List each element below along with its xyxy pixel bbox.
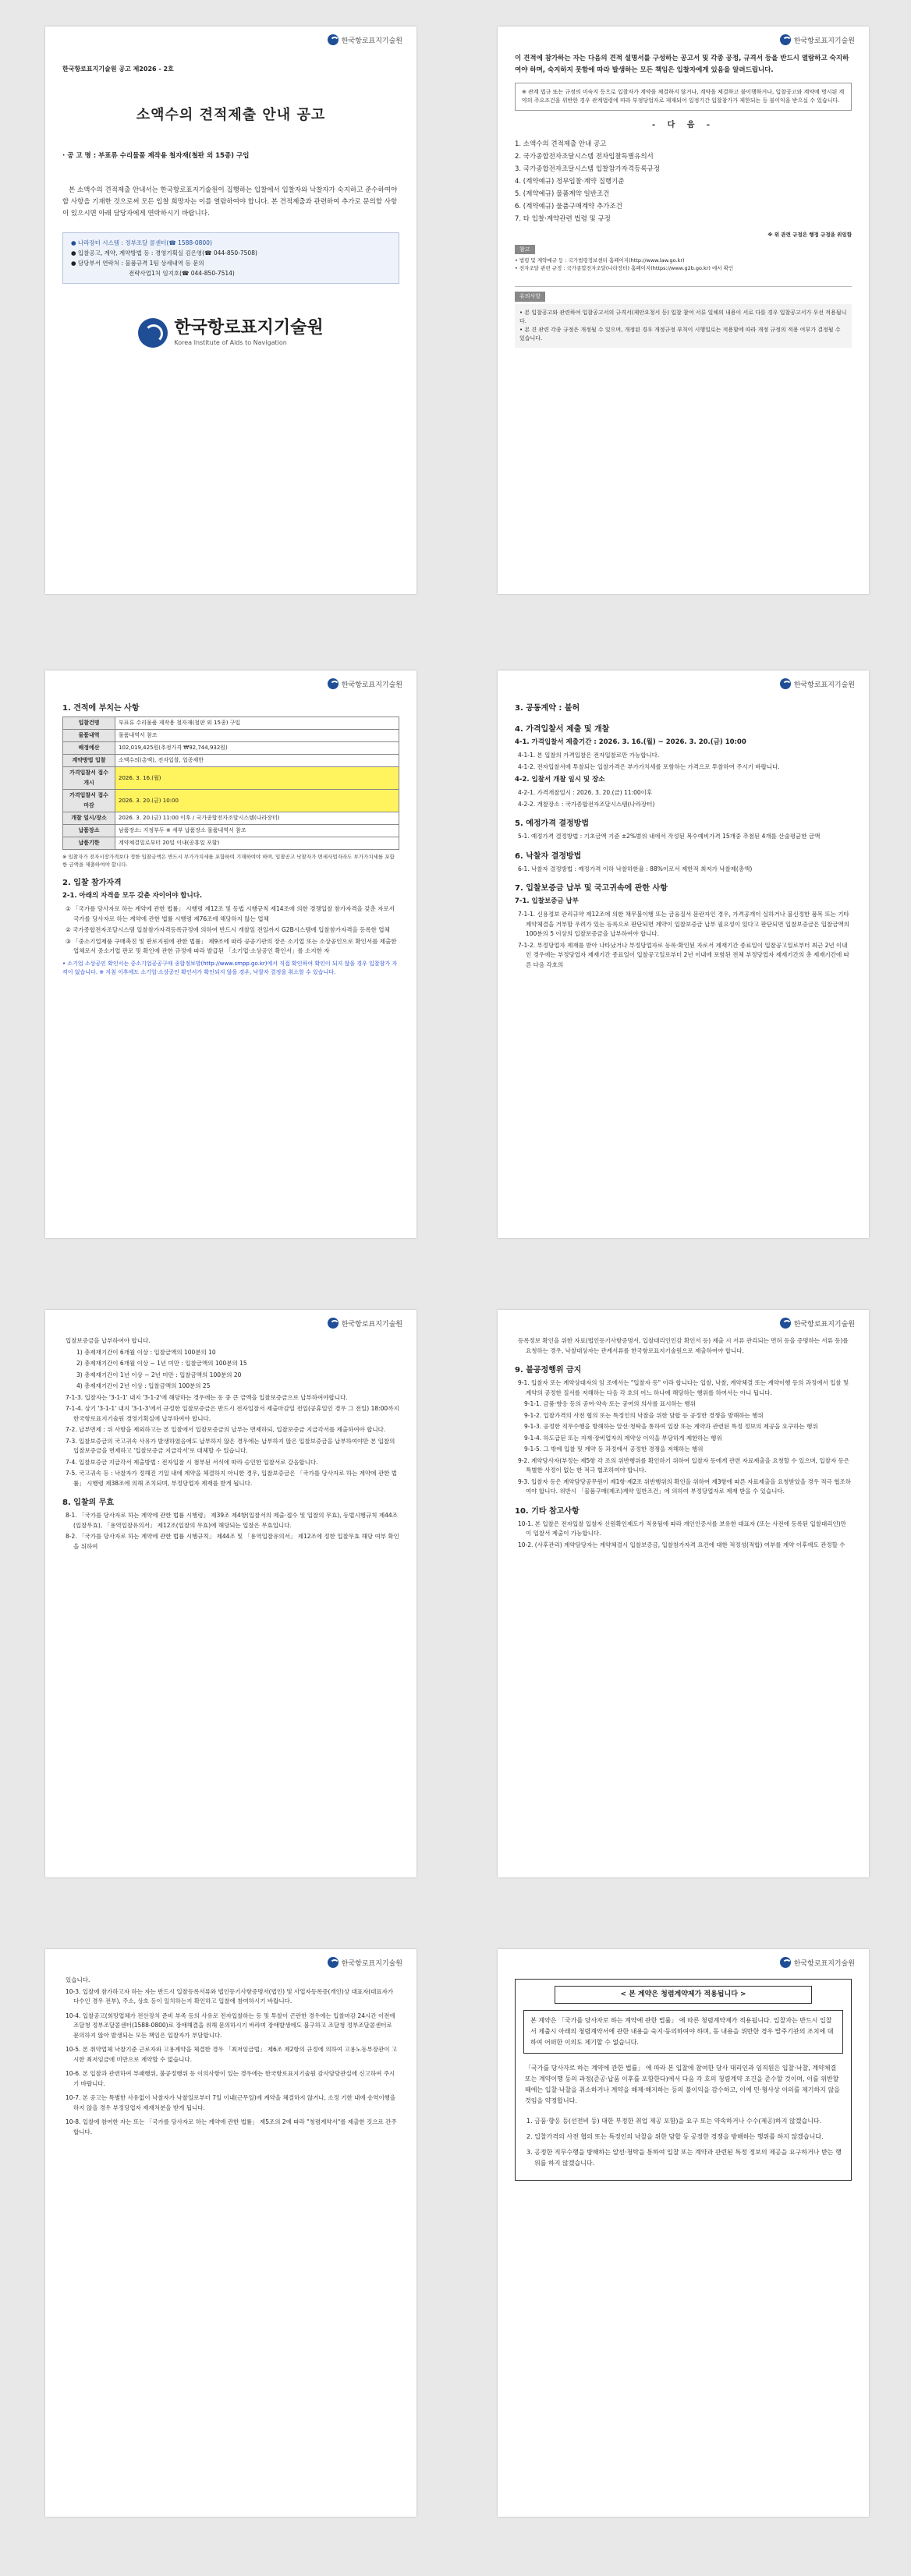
table-value: 소액수의(총액), 전자입찰, 업종제한 [115, 755, 399, 767]
paragraph: 등록정보 확인을 위한 자료(법인등기사항증명서, 입찰대리인인감 확인서 등) 제출 시 서류 관리되는 면허 등을 증명하는 서류 등)를 요청하는 경우, 낙찰대상자는 관계서류를 한국항로표지기술원으로 제출하여야 합니다. [518, 1337, 849, 1354]
org-name: 한국항로표지기술원 [341, 1320, 402, 1329]
paragraph: 4-2-2. 개찰장소 : 국가종합전자조달시스템(나라장터) [518, 800, 655, 808]
list-item: 9-1-4. 하도급된 또는 자재·장비업자의 계약상 이익을 부당하게 제한하는 행위 [524, 1434, 722, 1442]
paragraph: 9-1. 입찰자 또는 계약상대자의 임 조에서는 "입찰자 등" 이라 합니다는 입찰, 낙찰, 계약체결 또는 계약이행 등의 과정에서 입찰 및 계약의 공정한 질서를 저해하는 다음 각 호의 어느 하나에 해당하는 행위를 하여서는 아니 됩니다. [518, 1379, 849, 1396]
integrity-title: < 본 계약은 청렴계약제가 적용됩니다 > [555, 1986, 812, 2004]
notice-tag: 유의사항 [515, 292, 545, 302]
paragraph: 7-2. 납부면제 : 위 사항을 제외하고는 본 입찰에서 입찰보증금의 납부는 면제하되, 입찰보증금 지급각서를 제출하여야 합니다. [66, 1426, 386, 1433]
list-item: 2) 총제재기간이 6개월 이상 ~ 1년 미만 : 입찰금액의 100분의 15 [76, 1360, 247, 1367]
page-2 [498, 27, 869, 594]
list-item: 7. 타 입찰·계약관련 법령 및 규정 [515, 215, 611, 223]
table-key: 입찰건명 [63, 717, 115, 730]
table-key: 물품내역 [63, 730, 115, 742]
table-value: 2026. 3. 20.(금) 10:00 [115, 790, 399, 812]
reference-line: • 법령 및 계약예규 등 : 국가법령정보센터 홈페이지(http://www.law.go.kr) [515, 257, 685, 264]
paragraph: 4-1-2. 전자입찰서에 투찰되는 입찰가격은 부가가치세를 포함하는 가격으로 투찰하여 주시기 바랍니다. [518, 763, 780, 770]
paragraph: 7-1-4. 상기 '3-1-1' 내지 '3-1-3'에서 규정한 입찰보증금은 반드시 전자입찰서 제출마감일 전일(공휴일인 경우 그 전일) 18:00까지 한국항로표지기술원 경영기획실에 납부하여야 합니다. [66, 1405, 399, 1422]
page-5-content [62, 1336, 399, 1553]
section-heading: 4. 가격입찰서 제출 및 개찰 [515, 725, 610, 734]
section-heading: 6. 낙찰자 결정방법 [515, 851, 582, 861]
header-logo [328, 1957, 402, 1968]
table-key: 납품기한 [63, 837, 115, 850]
kian-logo-icon [780, 1318, 791, 1329]
subsection-heading: 2-1. 아래의 자격을 모두 갖춘 자이어야 합니다. [62, 892, 203, 900]
caution-box: ※ 관계 법규 또는 규정의 미숙지 등으로 입찰자가 계약을 체결하지 않거나, 계약을 체결하고 불이행하거나, 입찰공고와 계약에 명시된 계약의 주요조건을 위반한 경우 관계법령에 따라 부정당업자로 제재되어 일정기간 입찰참가가 제한되는 등 불이익을 받으실 수 있습니다. [515, 83, 852, 111]
paragraph: 7-5. 국고귀속 등 : 낙찰자가 정해진 기일 내에 계약을 체결하지 아니한 경우, 입찰보증금은 「국가를 당사자로 하는 계약에 관한 법률」 시행령 제38조에 의해 조치되며, 부정당업자 제재를 받게 됩니다. [66, 1470, 397, 1487]
bid-info-table [62, 717, 399, 850]
list-item: 2. 국가종합전자조달시스템 전자입찰특별유의서 [515, 153, 654, 161]
paragraph: 9-3. 입찰자 등은 계약담당공무원이 제1항·제2조 위반행위의 확인을 위하여 제3항에 따른 자료제출을 요청받았을 경우 적극 협조하여야 합니다. 위반시 「물품구매(제조)계약 일반조건」에 의하여 부정당업자로 제재 받을 수 있습니다. [518, 1477, 851, 1495]
paragraph: 7-1-3. 입찰자는 '3-1-1' 내지 '3-1-2'에 해당하는 경우에는 동 중 큰 금액을 입찰보증금으로 납부하여야합니다. [66, 1393, 348, 1401]
paragraph: 10-1. 본 입찰은 전자입찰 입찰자 신원확인제도가 적용됨에 따라 개인인증서를 보유한 대표자 (또는 사전에 등록된 입찰대리인)만이 입찰서 제출이 가능합니다. [518, 1520, 846, 1537]
paragraph: 5-1. 예정가격 결정방법 : 기초금액 기준 ±2%범위 내에서 작성된 복수예비가격 15개중 추첨된 4개를 산술평균한 금액 [518, 833, 821, 840]
kian-logo-icon [328, 678, 339, 689]
notice-subject: · 공 고 명 : 부표류 수리물품 제작용 철자재(철판 외 15종) 구입 [62, 152, 250, 160]
table-key: 납품장소 [63, 825, 115, 837]
table-key: 배정예산 [63, 742, 115, 755]
list-item: 5. (계약예규) 물품계약 일반조건 [515, 190, 610, 198]
kian-logo-icon [780, 1957, 791, 1968]
list-item: 10-6. 본 입찰과 관련하여 부패행위, 불공정행위 등 이의사항이 있는 경우에는 한국항로표지기술원 감사담당관실에 신고하여 주시기 바랍니다. [66, 2070, 395, 2087]
notice-number: 한국항로표지기술원 공고 제2026 - 2호 [62, 65, 174, 73]
paragraph: 7-3. 입찰보증금의 국고귀속 사유가 발생하였음에도 납부하지 않은 경우에는 납부하지 않은 입찰보증금을 납부하여야만 본 입찰의 입찰보증금을 면제하고 '입찰보증금 지급각서'로 대체할 수 있습니다. [66, 1437, 395, 1454]
logo-korean: 한국항로표지기술원 [174, 317, 324, 338]
list-item: 4. (계약예규) 정부입찰·계약 집행기준 [515, 178, 625, 186]
org-name: 한국항로표지기술원 [793, 1320, 855, 1329]
page-8-content [515, 1976, 852, 2181]
reference-tag: 참고 [515, 245, 535, 254]
paragraph: 7-1-1. 신용정보 관리규약 제12조에 의한 채무불이행 또는 금융질서 문란자인 경우, 가격공개이 실하거나 불신정한 품목 또는 기타 계약체결을 거부할 우려가 있는 등록으로 판단되면 계약이 입찰보증금 납부 필요성이 있다고 판단되면 입찰보증금은 입찰금액의 100분의 5 이상의 입찰보증금을 납부하여야 합니다. [518, 911, 849, 937]
kian-logo-icon [138, 318, 168, 348]
big-logo [62, 318, 399, 348]
table-row [63, 837, 399, 850]
list-item: 2. 입찰가격의 사전 협의 또는 특정인의 낙찰을 위한 담합 등 공정한 경쟁을 방해하는 행위를 하지 않겠습니다. [526, 2133, 824, 2140]
notice-box [515, 286, 852, 348]
list-item: 3) 총제재기간이 1년 이상 ~ 2년 미만 : 입찰금액의 100분의 20 [76, 1371, 242, 1378]
paragraph: 10-2. (사후관리) 계약담당자는 계약체결시 입찰보증금, 입찰참가자격 요건에 대한 적정성(적합) 여부를 계약 이후에도 관정할 수 [518, 1541, 845, 1548]
integrity-box: 본 계약은 「국가를 당사자로 하는 계약에 관한 법률」 에 따른 청렴계약제가 적용됩니다. 입찰자는 반드시 입찰서 제출시 아래의 청렴계약서에 관한 내용을 숙지·동의하여야 하며, 동 내용을 위반한 경우 발주기관의 조치에 대하여 어떠한 이의도 제기할 수 없습니다. [523, 2010, 843, 2054]
page-2-content [515, 53, 852, 348]
paragraph: 7-1-2. 부정당업자 제재를 받아 나타났거나 부정당업자로 등록·확인된 자로서 제재기간 종료일이 입찰공고일로부터 최근 2년 이내인 경우에는 부정당업자 제재기간 종료일이 입찰공고일로부터 2년 이내에 포함된 전체 부정당업자 제재기간의 총 제재기간에 따른 다음 각호의 [518, 941, 849, 968]
section-heading: 10. 기타 참고사항 [515, 1506, 580, 1516]
subsection-heading: 4-1. 가격입찰서 제출기간 : 2026. 3. 16.(월) ~ 2026. 3. 20.(금) 10:00 [515, 738, 746, 746]
table-row [63, 825, 399, 837]
paragraph: ③ 「중소기업제품 구매촉진 및 판로지원에 관한 법률」 제9조에 따라 공공기관의 장은 소기업 또는 소상공인으로 확인서를 제출한 업체로서 중소기업 판로 및 확인에 관한 규정에 따라 발급된 「소기업·소상공인 확인서」를 소지한 자 [66, 937, 397, 954]
header-logo [328, 1318, 402, 1329]
contact-line: 전략사업1처 임지호(☎ 044-850-7514) [129, 270, 235, 277]
page-7-content [62, 1976, 399, 2142]
intro-paragraph: 본 소액수의 견적제출 안내서는 한국항로표지기술원이 집행하는 입찰에서 입찰자와 낙찰자가 숙지하고 준수하여야 할 사항을 기재한 것으로써 모든 입찰 희망자는 이를 열람하여야 합니다. 본 견적제출과 관련하여 추가로 문의할 사항이 있으시면 아래 담당자에게 연락하시기 바랍니다. [62, 186, 398, 218]
subsection-heading: 4-2. 입찰서 개찰 일시 및 장소 [515, 776, 605, 784]
table-note: ※ 입찰자가 전자시장가격보다 정한 입찰금액은 반드시 부가가치세를 포함하여 기재하여야 하며, 입찰공고 낙찰자가 면세사업자라도 부가가치세를 포함한 금액을 제출하여야 합니다. [62, 854, 395, 868]
org-name: 한국항로표지기술원 [341, 37, 402, 45]
list-item: 4) 총제재기간이 2년 이상 : 입찰금액의 100분의 25 [76, 1382, 211, 1389]
list-item: 1) 총제재기간이 6개월 이상 : 입찰금액의 100분의 10 [76, 1348, 216, 1356]
kian-logo-icon [328, 34, 339, 45]
header-logo [780, 1957, 855, 1968]
table-value: 남품장소: 지정부두 ※ 세부 납품장소 물품내역서 참조 [115, 825, 399, 837]
paragraph: 4-1-1. 본 입찰의 가격입찰은 전자입찰로만 가능합니다. [518, 752, 660, 759]
list-item: 3. 국가종합전자조달시스템 입찰참가자격등록규정 [515, 165, 660, 173]
contact-line: ● 담당부서 연락처 : 물품규격 1팀 상세내역 등 문의 [71, 260, 204, 267]
page-8 [498, 1949, 869, 2517]
section-heading: 5. 예정가격 결정방법 [515, 819, 589, 828]
paragraph: 6-1. 낙찰자 결정방법 : 예정가격 이하 낙찰하한율 : 88%이로서 제한적 최저가 낙찰제(총액) [518, 865, 753, 872]
toc-label: - 다 음 - [651, 121, 715, 129]
page-5 [45, 1310, 417, 1877]
page-6 [498, 1310, 869, 1877]
page-4 [498, 671, 869, 1238]
list-item: 10-4. 입찰공고(희망업체가 전산장치 준비 부족 등의 사유로 전자입찰하는 등 및 투찰이 곤란한 경우에는 입찰마감 24시간 이전에 조달청 정부조달콜센터(1588-0800)로 장애해결을 위해 문의하시기 바라며 장애발생에도 불구하고 조달청 정부조달콜센터로 문의하지 않아 발생되는 모든 책임은 입찰자가 부담합니다. [66, 2012, 395, 2039]
reference-box [515, 245, 852, 272]
list-item: 9-1-2. 입찰가격의 사전 협의 또는 특정인의 낙찰을 위한 담합 등 공정한 경쟁을 방해하는 행위 [524, 1411, 764, 1419]
logo-english: Korea Institute of Aids to Navigation [174, 338, 287, 346]
table-value: 2026. 3. 16.(월) [115, 767, 399, 790]
section-heading: 3. 공동계약 : 불허 [515, 704, 580, 713]
list-item: 1. 소액수의 견적제출 안내 공고 [515, 140, 607, 148]
integrity-frame [515, 1979, 852, 2181]
section-heading: 2. 입찰 참가자격 [62, 879, 122, 887]
list-item: 9-1-1. 금품·향응 등의 공여·약속 또는 공여의 의사를 표시하는 행위 [524, 1400, 696, 1407]
list-item: 10-7. 본 공고는 특별한 사유없이 낙찰자가 낙찰일로부터 7일 이내(근무일)에 계약을 체결하지 않거나, 소정 기한 내에 송역이행을 하지 않을 경우 부정당업자 제재처분을 받게 됩니다. [66, 2094, 396, 2111]
table-value: 102,019,425원(추정가격 ₩92,744,932원) [115, 742, 399, 755]
kian-logo-icon [328, 1318, 339, 1329]
section-heading: 1. 견적에 부치는 사항 [62, 704, 140, 713]
page-6-content [515, 1336, 852, 1552]
section-heading: 7. 입찰보증금 납부 및 국고귀속에 관한 사항 [515, 884, 668, 893]
header-logo [780, 34, 855, 45]
notice-title: 소액수의 견적제출 안내 공고 [136, 107, 326, 123]
page-1-content [62, 53, 399, 348]
header-logo [780, 1318, 855, 1329]
list-item: 3. 공정한 직무수행을 방해하는 알선·청탁을 통하여 입찰 또는 계약과 관련된 특정 정보의 제공을 요구하거나 받는 행위를 하지 않겠습니다. [526, 2149, 842, 2167]
table-row [63, 730, 399, 742]
paragraph: ② 국가종합전자조달시스템 입찰참가자격등록규정에 의하여 반드시 개찰일 전일까지 G2B시스템에 입찰참가자격을 등록한 업체 [66, 926, 390, 933]
org-name: 한국항로표지기술원 [793, 681, 855, 689]
header-logo [328, 678, 402, 689]
header-logo [780, 678, 855, 689]
list-item: 9-1-5. 그 밖에 입찰 및 계약 등 과정에서 공정한 경쟁을 저해하는 행위 [524, 1445, 704, 1453]
list-item: 10-3. 입찰에 참가하고자 하는 자는 반드시 입찰등록서류와 법인등기사항증명서(법인) 및 사업자등록증(개인)상 대표자(대표자가 다수인 경우 전부), 주소, 상호 등이 일치하는지 확인하고 입찰에 참여하시기 바랍니다. [66, 1987, 394, 2005]
table-value: 물품내역서 참조 [115, 730, 399, 742]
kian-logo-icon [780, 678, 791, 689]
notice-line: • 본 견 관련 각종 규정은 개정될 수 있으며, 개정된 경우 개정규정 부칙이 시행일로는 적용함에 따라 개정 규정의 적용 여부가 결정될 수 있습니다. [519, 327, 841, 341]
org-name: 한국항로표지기술원 [341, 681, 402, 689]
table-row [63, 742, 399, 755]
integrity-text: 「국가를 당사자로 하는 계약에 관한 법률」 에 따라 본 입찰에 참여한 당사 대리인과 임직원은 입찰·낙찰, 계약체결 또는 계약이행 등의 과정(준공·납품 이후를 포함한다)에서 다음 각 호의 청렴계약 조건을 준수할 것이며, 이를 위반할 때에는 입찰·낙찰을 취소하거나 계약을 해제·해지하는 등의 불이익을 감수하고, 이에 민·형사상 이의를 제기하지 않을 것임을 약정합니다. [525, 2065, 840, 2104]
table-row [63, 790, 399, 812]
contact-line: ● 나라장터 시스템 : 정부조달 콜센터(☎ 1588-0800) [71, 239, 212, 246]
reference-line: • 전자조달 관련 규정 : 국가종합전자조달(나라장터) 홈페이지(https://www.g2b.go.kr) 에서 확인 [515, 265, 734, 271]
table-value: 2026. 3. 20.(금) 11:00 이후 / 국가종합전자조달시스템(나라장터) [115, 812, 399, 825]
list-item: 10-5. 본 취약업체 낙찰기준 근로자와 고용계약을 체결한 경우 「최저임금법」 제6조 제2항의 규정에 의하여 고용노동부장관이 고시한 최저임금에 미만으로 계약할 수 없습니다. [66, 2046, 398, 2063]
paragraph: 입찰보증금을 납부하여야 합니다. [66, 1337, 151, 1344]
paragraph: 4-2-1. 가격개찰일시 : 2026. 3. 20.(금) 11:00이후 [518, 789, 653, 796]
paragraph: 있습니다. [66, 1976, 90, 1983]
kian-logo-icon [780, 34, 791, 45]
contact-line: ● 입찰공고, 계약, 계약방법 등 : 경영기획실 김은영(☎ 044-850-7508) [71, 249, 257, 257]
notice-line: • 본 입찰공고와 관련하여 입찰공고서의 규격서(제안요청서 등) 입찰 참여 서류 일체의 내용이 서로 다를 경우 입찰공고서가 우선 적용됩니다. [519, 310, 847, 324]
paragraph: 8-2. 「국가를 당사자로 하는 계약에 관한 법률 시행규칙」 제44조 및 「용역입찰유의서」 제12조에 정한 입찰무효 해당 여부 확인을 위하여 [66, 1533, 399, 1550]
table-row [63, 767, 399, 790]
list-item: 6. (계약예규) 물품구매계약 추가조건 [515, 203, 622, 211]
regulation-note: ※ 위 관련 규정은 행정 규정을 위임함 [767, 232, 852, 238]
table-row [63, 717, 399, 730]
table-key: 계약방법 입찰 [63, 755, 115, 767]
document-list [515, 138, 852, 225]
table-key: 가격입찰서 접수 개시 [63, 767, 115, 790]
paragraph: 9-2. 계약당사자(부정는 제5항 각 조의 위반행위를 확인하기 위하여 입찰자 등에게 관련 자료제출을 요청할 수 있으며, 입찰자 등은 특별한 사정이 없는 한 적극 협조하여야 합니다. [518, 1456, 850, 1474]
list-item: 10-8. 입찰에 참여한 자는 또는 「국가를 당사자로 하는 계약에 관한 법률」 제5조의 2에 따라 "청렴계약서"를 제출한 것으로 간주합니다. [66, 2118, 397, 2135]
subsection-heading: 7-1. 입찰보증금 납부 [515, 897, 579, 905]
header-logo [328, 34, 402, 45]
paragraph: 8-1. 「국가를 당사자로 하는 계약에 관한 법률 시행령」 제39조 제4항(입찰서의 제출·접수 및 입찰의 무효), 동법시행규칙 제44조(입찰무효), 「용역입찰유의서」 제12조(입찰의 무효)에 해당되는 입찰은 무효입니다. [66, 1512, 398, 1529]
table-value: 부표류 수리물품 제작용 철자재(철판 외 15종) 구입 [115, 717, 399, 730]
table-row [63, 812, 399, 825]
org-name: 한국항로표지기술원 [793, 1959, 855, 1968]
section-heading: 9. 불공정행위 금지 [515, 1366, 582, 1375]
org-name: 한국항로표지기술원 [341, 1959, 402, 1968]
contact-box [62, 232, 399, 284]
small-business-note: • 소기업 소상공인 확인서는 중소기업공공구매 종합정보망(http://www.smpp.go.kr)에서 직접 확인하여 확인이 되지 않을 경우 입찰참가 자격이 없습니다. ※ 지침 이후에도 소기업·소상공인 확인서가 확인되지 않을 경우, 낙찰자 결정을 취소할 수 있습니다. [62, 960, 398, 975]
page-3-content [62, 697, 399, 977]
kian-logo-icon [328, 1957, 339, 1968]
page-7 [45, 1949, 417, 2517]
table-row [63, 755, 399, 767]
page-4-content [515, 697, 852, 971]
paragraph: 7-4. 입찰보증금 지급각서 제출방법 : 전자입찰 시 첨부된 서식에 따라 승인한 입찰서로 갈음합니다. [66, 1458, 318, 1466]
table-key: 개찰 일시/장소 [63, 812, 115, 825]
list-item: 1. 금품·향응 등(선전비 등) 대한 부정한 취업 제공 포함)을 요구 또는 약속하거나 수수(제공)하지 않겠습니다. [526, 2118, 822, 2125]
section-heading: 8. 입찰의 무효 [62, 1499, 115, 1507]
org-name: 한국항로표지기술원 [793, 37, 855, 45]
table-key: 가격입찰서 접수 마감 [63, 790, 115, 812]
table-value: 계약체결일로부터 20일 이내(공휴일 포함) [115, 837, 399, 850]
lead-paragraph: 이 견적에 참가하는 자는 다음의 견적 설명서를 구성하는 공고서 및 각종 공정, 규격서 등을 반드시 열람하고 숙지하여야 하며, 숙지하지 못함에 따라 발생하는 모든 책임은 입찰자에게 있음을 알려드립니다. [515, 55, 849, 74]
page-3 [45, 671, 417, 1238]
list-item: 9-1-3. 공정한 직무수행을 방해하는 알선·청탁을 통하여 입찰 또는 계약과 관련된 특정 정보의 제공을 요구하는 행위 [524, 1423, 818, 1430]
paragraph: ① 「국가를 당사자로 하는 계약에 관한 법률」 시행령 제12조 및 동법 시행규칙 제14조에 의한 경쟁입찰 참가자격을 갖춘 자로서 국가를 당사자로 하는 계약에 관한 법률 시행령 제76조에 해당하지 않는 업체 [66, 905, 395, 922]
page-1 [45, 27, 417, 594]
